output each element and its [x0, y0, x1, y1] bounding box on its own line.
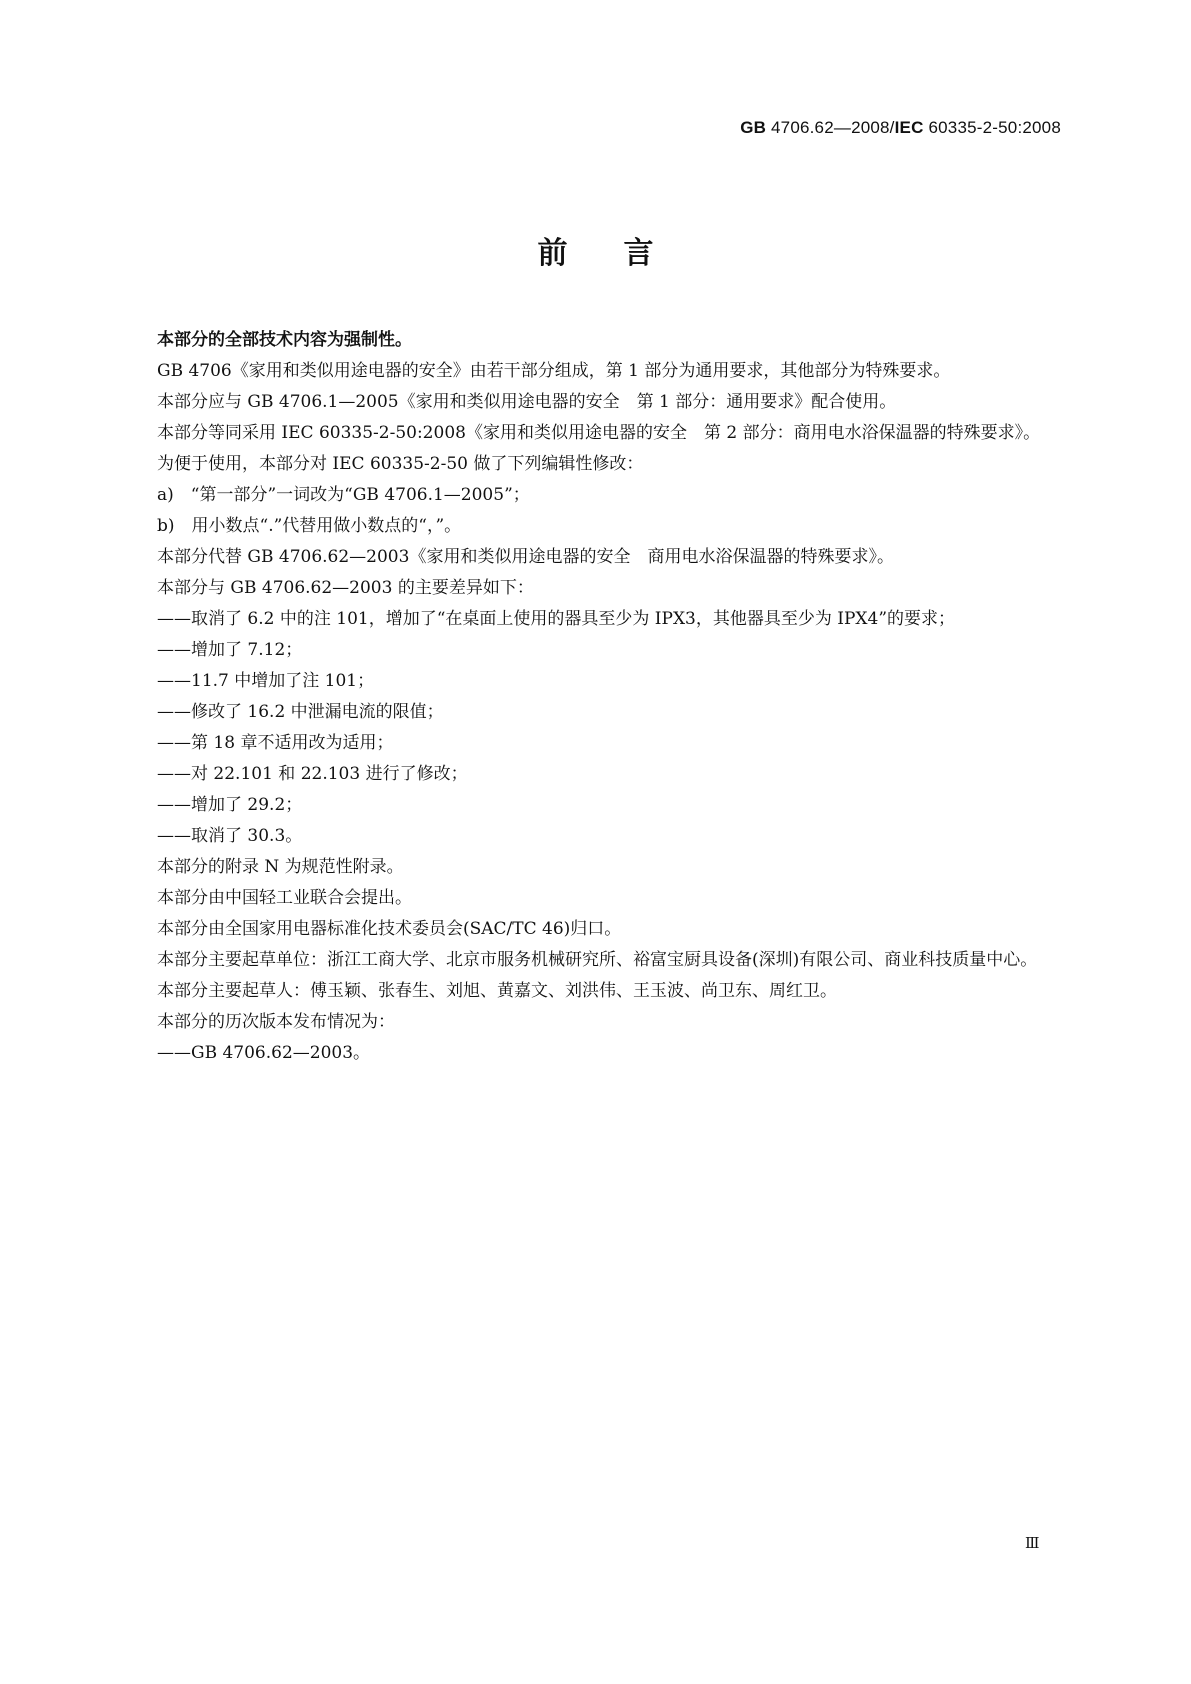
- difference-item-3: ——11.7 中增加了注 101；: [157, 671, 375, 691]
- standard-code-header: [740, 118, 1061, 138]
- header-gb-label: GB: [740, 118, 767, 137]
- foreword-body: [123, 325, 1065, 1069]
- paragraph-editorial-changes: 为便于使用，本部分对 IEC 60335-2-50 做了下列编辑性修改：: [157, 454, 644, 474]
- paragraph-replaces: 本部分代替 GB 4706.62—2003《家用和类似用途电器的安全 商用电水浴保温器的特殊要求》。: [157, 547, 894, 567]
- paragraph-history: 本部分的历次版本发布情况为：: [157, 1012, 395, 1032]
- list-item-b: b) 用小数点“.”代替用做小数点的“，”。: [157, 516, 462, 536]
- difference-item-2: ——增加了 7.12；: [157, 640, 303, 660]
- paragraph-drafting-units: 本部分主要起草单位：浙江工商大学、北京市服务机械研究所、裕富宝厨具设备(深圳)有限公司、商业科技质量中心。: [157, 950, 1038, 970]
- difference-item-5: ——第 18 章不适用改为适用；: [157, 733, 394, 753]
- paragraph-identical-adoption: 本部分等同采用 IEC 60335-2-50:2008《家用和类似用途电器的安全 第 2 部分：商用电水浴保温器的特殊要求》。: [157, 423, 1041, 443]
- history-item-1: ——GB 4706.62—2003。: [157, 1043, 371, 1063]
- header-iec-label: IEC: [894, 118, 924, 137]
- paragraph-drafters: 本部分主要起草人：傅玉颖、张春生、刘旭、黄嘉文、刘洪伟、王玉波、尚卫东、周红卫。: [157, 981, 837, 1001]
- paragraph-annex: 本部分的附录 N 为规范性附录。: [157, 857, 404, 877]
- difference-item-1: ——取消了 6.2 中的注 101，增加了“在桌面上使用的器具至少为 IPX3，其他器具至少为 IPX4”的要求；: [157, 609, 956, 629]
- difference-item-8: ——取消了 30.3。: [157, 826, 303, 846]
- difference-item-4: ——修改了 16.2 中泄漏电流的限值；: [157, 702, 444, 722]
- paragraph-gb4706-parts: GB 4706《家用和类似用途电器的安全》由若干部分组成，第 1 部分为通用要求，其他部分为特殊要求。: [157, 361, 951, 381]
- difference-item-7: ——增加了 29.2；: [157, 795, 303, 815]
- difference-item-6: ——对 22.101 和 22.103 进行了修改；: [157, 764, 468, 784]
- paragraph-centralized-by: 本部分由全国家用电器标准化技术委员会(SAC/TC 46)归口。: [157, 919, 622, 939]
- paragraph-proposed-by: 本部分由中国轻工业联合会提出。: [157, 888, 412, 908]
- header-iec-number: 60335-2-50:2008: [923, 118, 1061, 137]
- mandatory-statement: 本部分的全部技术内容为强制性。: [157, 330, 412, 350]
- paragraph-differences: 本部分与 GB 4706.62—2003 的主要差异如下：: [157, 578, 534, 598]
- page-number: Ⅲ: [1025, 1534, 1039, 1552]
- header-gb-number: 4706.62—2008/: [766, 118, 895, 137]
- paragraph-use-with: 本部分应与 GB 4706.1—2005《家用和类似用途电器的安全 第 1 部分：通用要求》配合使用。: [157, 392, 897, 412]
- page-title: 前言: [537, 236, 710, 271]
- list-item-a: a) “第一部分”一词改为“GB 4706.1—2005”；: [157, 485, 530, 505]
